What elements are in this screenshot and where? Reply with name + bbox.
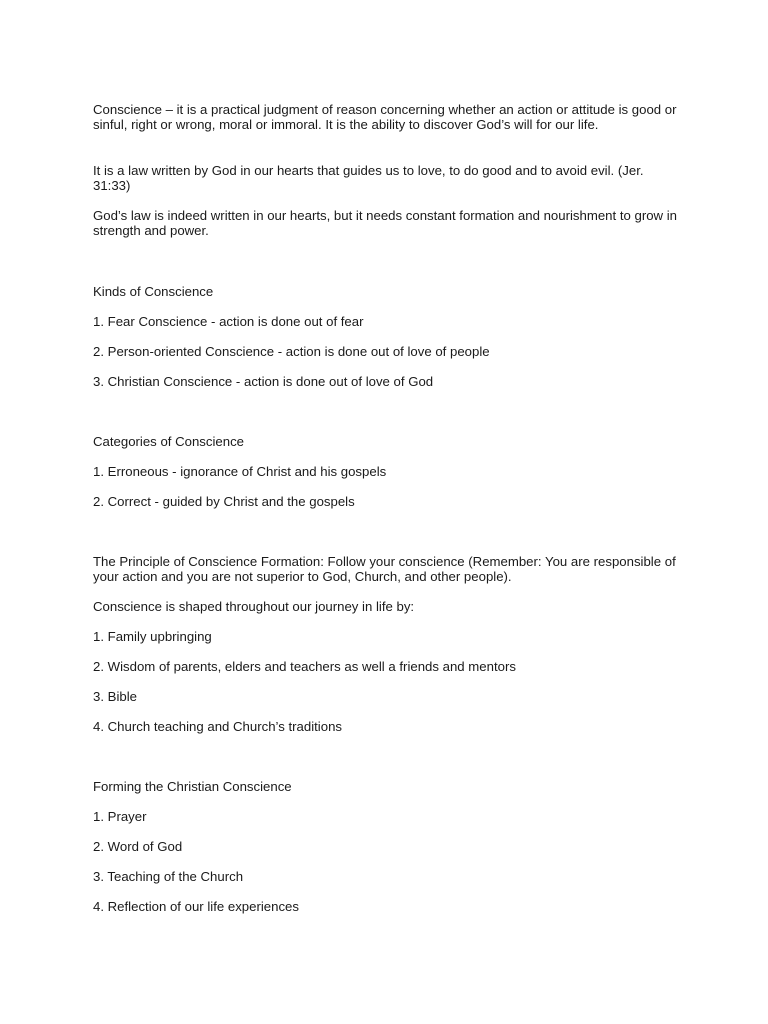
formation-paragraph: God’s law is indeed written in our hearts, but it needs constant formation and nourishment to grow in strength and power. <box>93 208 677 238</box>
forming-item: 2. Word of God <box>93 839 183 854</box>
categories-item: 1. Erroneous - ignorance of Christ and his gospels <box>93 464 387 479</box>
principle-paragraph: The Principle of Conscience Formation: Follow your conscience (Remember: You are responsible of your action and you are not superior to God, Church, and other people). <box>93 554 676 584</box>
forming-item: 3. Teaching of the Church <box>93 869 244 884</box>
kinds-item: 1. Fear Conscience - action is done out of fear <box>93 314 364 329</box>
kinds-item: 2. Person-oriented Conscience - action is done out of love of people <box>93 344 490 359</box>
kinds-item: 3. Christian Conscience - action is done out of love of God <box>93 374 434 389</box>
shaped-item: 1. Family upbringing <box>93 629 212 644</box>
kinds-heading: Kinds of Conscience <box>93 284 214 299</box>
law-paragraph: It is a law written by God in our hearts that guides us to love, to do good and to avoid evil. (Jer. 31:33) <box>93 163 644 193</box>
forming-item: 4. Reflection of our life experiences <box>93 899 299 914</box>
shaped-item: 4. Church teaching and Church’s traditions <box>93 719 342 734</box>
categories-item: 2. Correct - guided by Christ and the gospels <box>93 494 355 509</box>
shaped-item: 2. Wisdom of parents, elders and teachers as well a friends and mentors <box>93 659 516 674</box>
shaped-intro: Conscience is shaped throughout our journey in life by: <box>93 599 415 614</box>
categories-heading: Categories of Conscience <box>93 434 245 449</box>
forming-heading: Forming the Christian Conscience <box>93 779 292 794</box>
shaped-item: 3. Bible <box>93 689 137 704</box>
conscience-definition-paragraph: Conscience – it is a practical judgment of reason concerning whether an action or attitude is good or sinful, right or wrong, moral or immoral. It is the ability to discover God’s will for our life. <box>93 102 677 132</box>
forming-item: 1. Prayer <box>93 809 147 824</box>
